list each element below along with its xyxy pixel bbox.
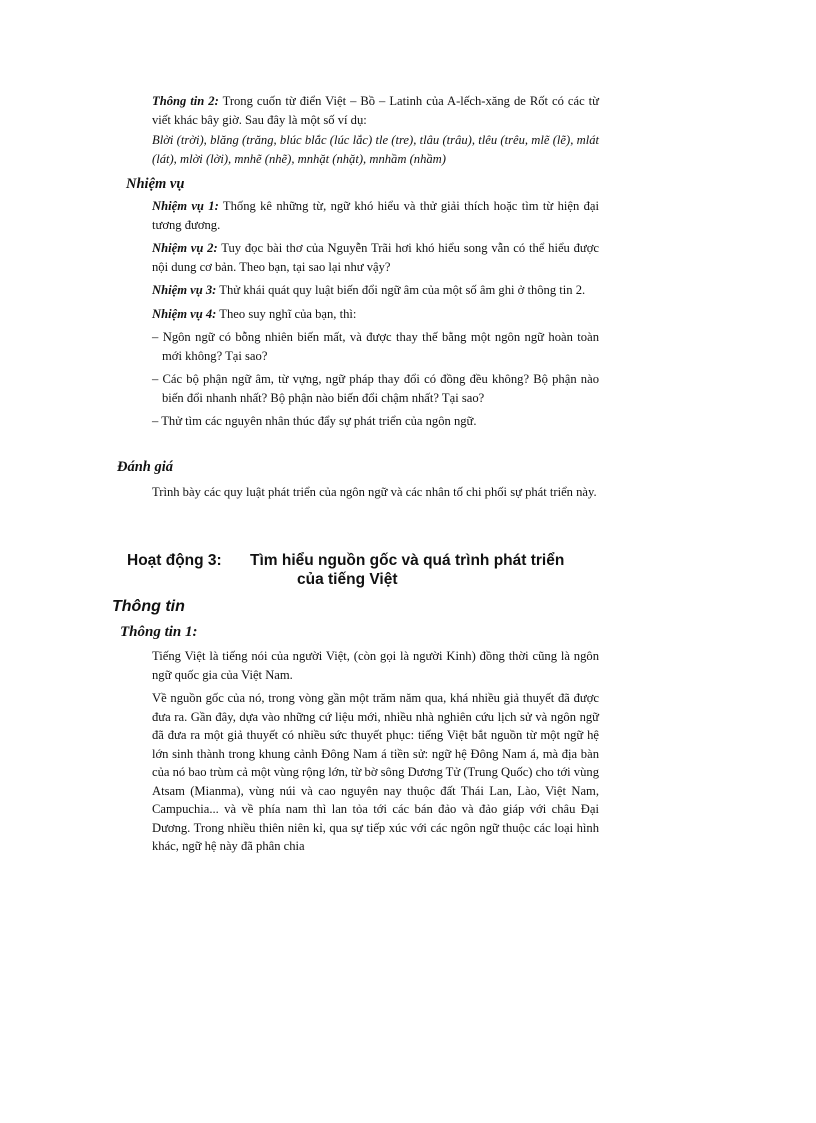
task-4-text: Theo suy nghĩ của bạn, thì:	[216, 306, 357, 321]
info2-block	[152, 92, 599, 168]
evaluation-block	[152, 483, 599, 502]
info-section-heading: Thông tin	[112, 598, 185, 615]
task-1-text: Thống kê những từ, ngữ khó hiểu và thử giải thích hoặc tìm từ hiện đại tương đương.	[152, 199, 599, 232]
evaluation-text: Trình bày các quy luật phát triển của ngôn ngữ và các nhân tố chi phối sự phát triển này.	[152, 485, 597, 499]
info1-paragraph-2: Về nguồn gốc của nó, trong vòng gần một trăm năm qua, khá nhiều giả thuyết đã được đưa ra. Gần đây, dựa vào những cứ liệu mới, nhiều nhà nghiên cứu lịch sử và ngôn ngữ đã đưa ra một giả thuyết có nhiều sức thuyết phục: tiếng Việt bắt nguồn từ một ngữ hệ lớn sinh thành trong khung cảnh Đông Nam á tiền sử: ngữ hệ Đông Nam á, mà địa bàn của nó bao trùm cả một vùng rộng lớn, từ bờ sông Dương Tử (Trung Quốc) cho tới vùng Atsam (Mianma), vùng núi và cao nguyên nay thuộc đất Thái Lan, Lào, Việt Nam, Campuchia... và về phía nam thì lan tỏa tới các bán đảo và đảo giáp với châu Đại Dương. Trong nhiều thiên niên kỉ, qua sự tiếp xúc với các ngôn ngữ thuộc các loại hình khác, ngữ hệ này đã phân chia	[152, 691, 599, 853]
info2-label: Thông tin 2:	[152, 94, 219, 108]
activity3-title-line2: của tiếng Việt	[297, 571, 398, 588]
task-bullet-3: – Thử tìm các nguyên nhân thúc đẩy sự phát triển của ngôn ngữ.	[152, 414, 477, 428]
evaluation-heading: Đánh giá	[117, 459, 174, 475]
task-bullet-2: – Các bộ phận ngữ âm, từ vựng, ngữ pháp thay đổi có đồng đều không? Bộ phận nào biến đổi nhanh nhất? Bộ phận nào biến đổi chậm nhất? Tại sao?	[152, 372, 599, 405]
info1-paragraph-1: Tiếng Việt là tiếng nói của người Việt, (còn gọi là người Kinh) đồng thời cũng là ngôn ngữ quốc gia của Việt Nam.	[152, 649, 599, 682]
info2-paragraph	[152, 92, 599, 129]
info2-examples: Blời (trời), blăng (trăng, blúc blắc (lúc lắc) tle (tre), tlâu (trâu), tlêu (trêu, mlẽ (lẽ), mlát (lát), mlời (lời), mnhẽ (nhẽ), mnhặt (nhặt), mnhầm (nhầm)	[152, 133, 599, 166]
task-3-label: Nhiệm vụ 3:	[152, 283, 217, 297]
task-4	[152, 305, 599, 324]
info1-block	[152, 647, 599, 856]
task-2-label: Nhiệm vụ 2:	[152, 241, 218, 255]
info2-text: Trong cuốn từ điển Việt – Bồ – Latinh của A-lếch-xăng de Rốt có các từ viết khác bây giờ. Sau đây là một số ví dụ:	[152, 94, 599, 127]
info1-heading: Thông tin 1:	[120, 624, 198, 640]
task-2-text: Tuy đọc bài thơ của Nguyễn Trãi hơi khó hiểu song vẫn có thể hiểu được nội dung cơ bản. Theo bạn, tại sao lại như vậy?	[152, 241, 600, 274]
tasks-block	[152, 197, 599, 431]
activity3-label: Hoạt động 3:	[127, 552, 222, 569]
task-1	[152, 197, 599, 234]
task-4-label: Nhiệm vụ 4:	[152, 306, 217, 321]
task-1-label: Nhiệm vụ 1:	[152, 199, 219, 213]
tasks-heading: Nhiệm vụ	[126, 176, 185, 192]
activity3-title-line1: Tìm hiểu nguồn gốc và quá trình phát triển	[250, 552, 565, 569]
task-2	[152, 239, 599, 276]
task-3	[152, 281, 599, 300]
task-3-text: Thử khái quát quy luật biến đổi ngữ âm của một số âm ghi ở thông tin 2.	[216, 283, 586, 297]
task-bullet-1: – Ngôn ngữ có bỗng nhiên biến mất, và được thay thế bằng một ngôn ngữ hoàn toàn mới không? Tại sao?	[152, 330, 599, 363]
